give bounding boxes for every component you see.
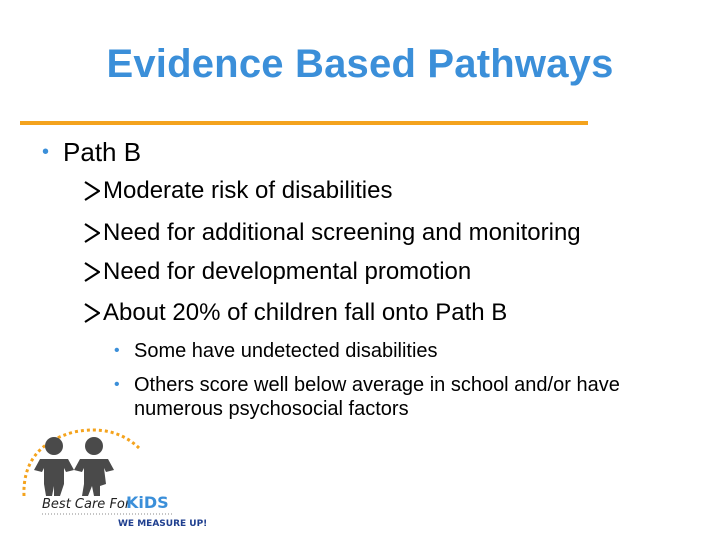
bullet-level1-path-b (42, 137, 141, 170)
bullet-dot: • (114, 376, 120, 393)
bullet-dot: • (114, 342, 120, 359)
arrow-bullet-icon (84, 302, 100, 324)
subsubbullet-undetected (114, 339, 674, 363)
bullet-dot: • (42, 141, 50, 163)
subbullet-developmental-promotion (84, 258, 471, 286)
logo-kids: KiDS (126, 493, 169, 512)
subbullet-moderate-risk (84, 177, 392, 205)
subsubbullet-others-score (114, 373, 674, 421)
arrow-bullet-icon (84, 180, 100, 202)
subbullet-additional-screening (84, 219, 581, 247)
subbullet-about-20-percent (84, 299, 507, 327)
subbullet-text: Need for developmental promotion (103, 258, 472, 285)
subbullet-text: Need for additional screening and monitoring (103, 219, 581, 246)
title-underline (20, 121, 588, 125)
arrow-bullet-icon (84, 261, 100, 283)
slide-title: Evidence Based Pathways (106, 42, 614, 86)
best-care-for-kids-logo (14, 426, 214, 530)
bullet-text: Path B (63, 137, 142, 167)
subsubbullet-text: Others score well below average in school and/or have numerous psychosocial factors (134, 374, 620, 420)
subbullet-text: About 20% of children fall onto Path B (103, 299, 508, 326)
logo-tagline: WE MEASURE UP! (118, 519, 208, 529)
subbullet-text: Moderate risk of disabilities (103, 177, 393, 204)
arrow-bullet-icon (84, 222, 100, 244)
logo-line1: Best Care For (42, 497, 131, 512)
children-figures-logo-icon (24, 430, 139, 496)
subsubbullet-text: Some have undetected disabilities (134, 340, 438, 362)
